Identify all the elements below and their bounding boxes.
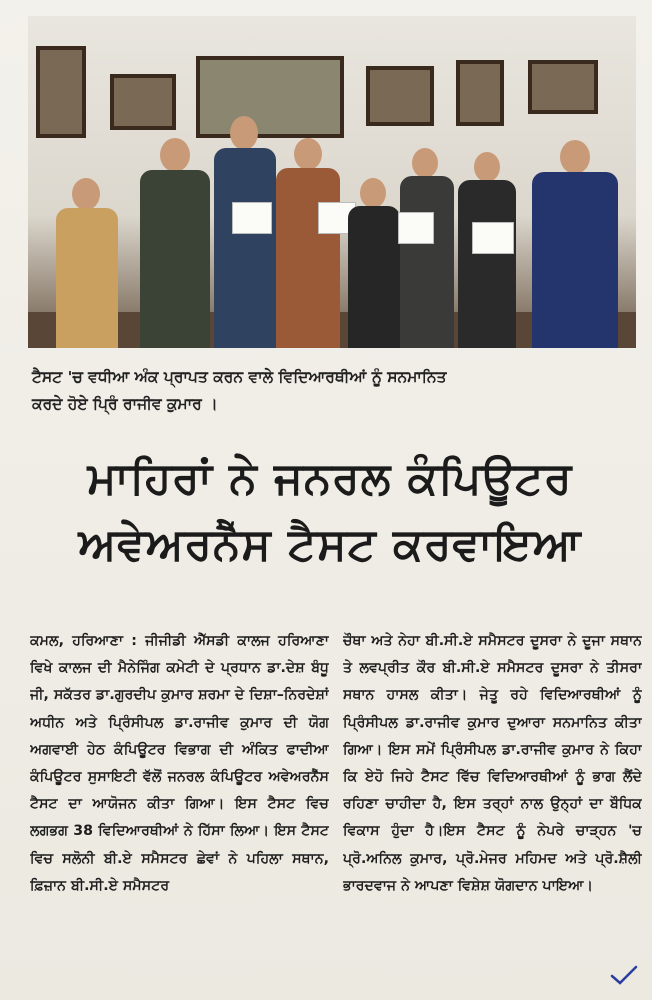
wall-picture-frame [366, 66, 434, 126]
photo-caption [32, 364, 622, 418]
news-photo [28, 16, 636, 348]
column-2-text: ਚੌਥਾ ਅਤੇ ਨੇਹਾ ਬੀ.ਸੀ.ਏ ਸਮੈਸਟਰ ਦੂਸਰਾ ਨੇ ਦੂਜਾ ਸਥਾਨ ਤੇ ਲਵਪ੍ਰੀਤ ਕੌਰ ਬੀ.ਸੀ.ਏ ਸਮੈਸਟਰ ਦੂਸਰਾ ਨੇ ਤੀਸਰਾ ਸਥਾਨ ਹਾਸਲ ਕੀਤਾ। ਜੇਤੂ ਰਹੇ ਵਿਦਿਆਰਥੀਆਂ ਨੂੰ ਪ੍ਰਿੰਸੀਪਲ ਡਾ.ਰਾਜੀਵ ਕੁਮਾਰ ਦੁਆਰਾ ਸਨਮਾਨਿਤ ਕੀਤਾ ਗਿਆ। ਇਸ ਸਮੇਂ ਪ੍ਰਿੰਸੀਪਲ ਡਾ.ਰਾਜੀਵ ਕੁਮਾਰ ਨੇ ਕਿਹਾ ਕਿ ਏਹੋ ਜਿਹੇ ਟੈਸਟ ਵਿੱਚ ਵਿਦਿਆਰਥੀਆਂ ਨੂੰ ਭਾਗ ਲੈਂਦੇ ਰਹਿਣਾ ਚਾਹੀਦਾ ਹੈ, ਇਸ ਤਰ੍ਹਾਂ ਨਾਲ ਉਨ੍ਹਾਂ ਦਾ ਬੌਧਿਕ ਵਿਕਾਸ ਹੁੰਦਾ ਹੈ।ਇਸ ਟੈਸਟ ਨੂੰ ਨੇਪਰੇ ਚਾੜ੍ਹਨ 'ਚ ਪ੍ਰੋ.ਅਨਿਲ ਕੁਮਾਰ, ਪ੍ਰੋ.ਮੇਜਰ ਮਹਿਮਦ ਅਤੇ ਪ੍ਰੋ.ਸ਼ੈਲੀ ਭਾਰਦਵਾਜ ਨੇ ਆਪਣਾ ਵਿਸ਼ੇਸ਼ ਯੋਗਦਾਨ ਪਾਇਆ। [343, 633, 642, 894]
certificate [472, 222, 514, 254]
person-2 [136, 138, 214, 348]
article-body [30, 628, 642, 996]
person-3 [210, 116, 280, 348]
article-column-1 [30, 628, 329, 996]
person-8 [526, 140, 622, 348]
wall-picture-frame [456, 60, 504, 126]
dateline: ਕਮਲ, ਹਰਿਆਣਾ [30, 633, 124, 649]
headline-line-2: ਅਵੇਅਰਨੈੱਸ ਟੈਸਟ ਕਰਵਾਇਆ [78, 519, 582, 570]
wall-picture-frame [110, 74, 176, 130]
person-6 [396, 148, 458, 348]
wall-portrait-frame [36, 46, 86, 138]
headline [20, 446, 640, 578]
article-column-2 [343, 628, 642, 996]
certificate [398, 212, 434, 244]
person-5 [346, 178, 402, 348]
caption-line-1: ਟੈਸਟ 'ਚ ਵਧੀਆ ਅੰਕ ਪ੍ਰਾਪਤ ਕਰਨ ਵਾਲੇ ਵਿਦਿਆਰਥੀਆਂ ਨੂੰ ਸਨਮਾਨਿਤ [32, 368, 447, 386]
caption-line-2: ਕਰਦੇ ਹੋਏ ਪ੍ਰਿੰ ਰਾਜੀਵ ਕੁਮਾਰ । [32, 395, 218, 413]
headline-line-1: ਮਾਹਿਰਾਂ ਨੇ ਜਨਰਲ ਕੰਪਿਊਟਰ [87, 453, 573, 504]
person-1 [52, 178, 122, 348]
column-1-text: : ਜੀਜੀਡੀ ਐੱਸਡੀ ਕਾਲਜ ਹਰਿਆਣਾ ਵਿਖੇ ਕਾਲਜ ਦੀ ਮੈਨੇਜਿੰਗ ਕਮੇਟੀ ਦੇ ਪ੍ਰਧਾਨ ਡਾ.ਦੇਸ਼ ਬੰਧੂ ਜੀ, ਸਕੱਤਰ ਡਾ.ਗੁਰਦੀਪ ਕੁਮਾਰ ਸ਼ਰਮਾ ਦੇ ਦਿਸ਼ਾ–ਨਿਰਦੇਸ਼ਾਂ ਅਧੀਨ ਅਤੇ ਪ੍ਰਿੰਸੀਪਲ ਡਾ.ਰਾਜੀਵ ਕੁਮਾਰ ਦੀ ਯੋਗ ਅਗਵਾਈ ਹੇਠ ਕੰਪਿਊਟਰ ਵਿਭਾਗ ਦੀ ਅੰਕਿਤ ਫਾਦੀਆ ਕੰਪਿਊਟਰ ਸੁਸਾਇਟੀ ਵੱਲੋਂ ਜਨਰਲ ਕੰਪਿਊਟਰ ਅਵੇਅਰਨੈੱਸ ਟੈਸਟ ਦਾ ਆਯੋਜਨ ਕੀਤਾ ਗਿਆ। ਇਸ ਟੈਸਟ ਵਿਚ ਲਗਭਗ 38 ਵਿਦਿਆਰਥੀਆਂ ਨੇ ਹਿੱਸਾ ਲਿਆ। ਇਸ ਟੈਸਟ ਵਿਚ ਸਲੋਨੀ ਬੀ.ਏ ਸਮੈਸਟਰ ਛੇਵਾਂ ਨੇ ਪਹਿਲਾ ਸਥਾਨ, ਫ਼ਿਜ਼ਾਨ ਬੀ.ਸੀ.ਏ ਸਮੈਸਟਰ [30, 633, 329, 894]
person-4 [272, 138, 344, 348]
person-7 [454, 152, 520, 348]
checkmark-icon [610, 964, 638, 986]
certificate [232, 202, 272, 234]
wall-picture-frame [528, 60, 598, 114]
